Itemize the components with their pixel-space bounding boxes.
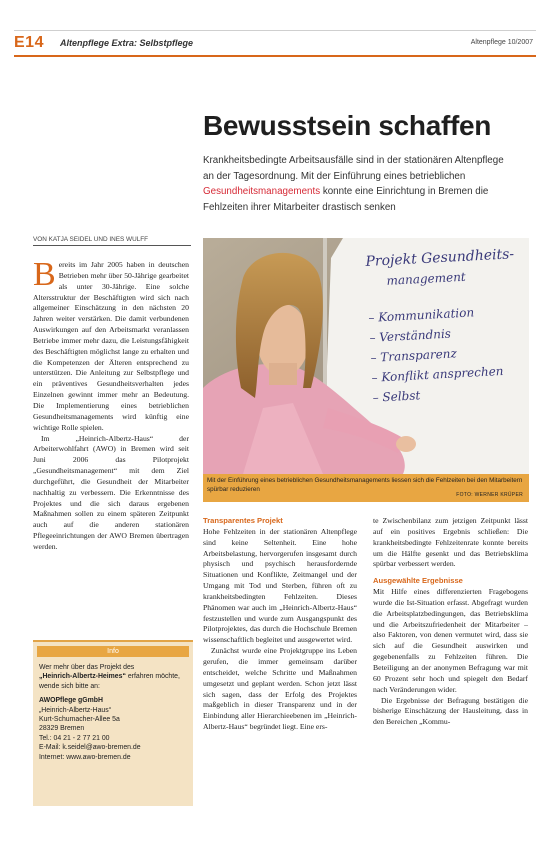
info-box (33, 640, 193, 806)
paragraph-text: ereits im Jahr 2005 haben in deutschen Betrieben mehr über 50-Jährige gearbeitet als unter 30-Jährige. Eine solche Altersstruktur der Beschäftigten wird sich nach allgemeiner Einschätzung in den nächsten 20 Jahren weiter verstärken. Die damit verbundenen Auswirkungen auf den Arbeitsmarkt veranlassen Betriebe immer mehr dazu, die Leistungsfähigkeit des Beschäftigten möglichst lange zu erhalten und die Kompetenzen der Älteren entsprechend zu unterstützen. Die Anleitung zur Selbstpflege und ein präventives Gesundheitsverhalten jedes Einzelnen gewinnt immer mehr an Bedeutung. Die Implementierung eines betrieblichen Gesundheitsmanagements wird künftig eine wichtige Rolle spielen. (33, 260, 189, 432)
info-line (39, 672, 187, 691)
paragraph: Die Ergebnisse der Befragung bestätigen die bisherige Einschätzung der Hausleitung, dass in den Bereichen „Kommu- (373, 695, 528, 727)
paragraph: te Zwischenbilanz zum jetzigen Zeitpunkt lässt auf ein positives Ergebnis schließen: Die krankheitsbedingte Fehlzeitenrate konnte bereits um die Hälfte gesenkt und das Betriebsklima spürbar verbessert werden. (373, 516, 528, 569)
header-rule (14, 55, 536, 57)
page-top-rule (14, 0, 536, 31)
subheading: Transparentes Projekt (203, 516, 283, 525)
info-org: AWOPflege gGmbH (39, 697, 103, 705)
whiteboard-line: Projekt Gesundheits- (365, 246, 515, 270)
paragraph: Hohe Fehlzeiten in der stationären Altenpflege sind keine Seltenheit. Eine hohe Arbeitsbelastung, hervorgerufen insgesamt durch physisch und psychisch herausfordernde Situationen und Konflikte, Zeitmangel und der Umgang mit Tod und Sterben, führen oft zu krankheitsbedingten Fehlzeiten. Dieses Phänomen war auch im „Heinrich-Albertz-Haus“ festzustellen und wurde zum Ausgangspunkt des Pilotprojektes, das durch die Hochschule Bremen wissenschaftlich begleitet und ausgewertet wird. (203, 526, 357, 645)
drop-cap: B (33, 256, 56, 293)
issue-label: Altenpflege 10/2007 (470, 39, 533, 46)
caption-text: Mit der Einführung eines betrieblichen Gesundheitsmanagements liessen sich die Fehlzeiten bei den Mitarbeitern spürbar reduzieren (207, 477, 523, 493)
whiteboard-line: – Verständnis (369, 326, 452, 345)
paragraph: Zunächst wurde eine Projektgruppe ins Leben gerufen, die immer gemeinsam darüber entscheidet, welche Schritte und Maßnahmen umgesetzt und geplant werden. Schon jetzt lässt sich sagen, dass der Erfolg des Projektes maßgeblich in dieser Transparenz und in der Einbindung aller Hierarchieebenen im „Heinrich-Albertz-Haus“ begründet liegt. Eine ers- (203, 646, 357, 732)
info-address-1: „Heinrich-Albertz-Haus“ (39, 706, 111, 714)
info-bold: „Heinrich-Albertz-Heimes“ (39, 673, 126, 681)
page-number: E14 (14, 34, 44, 51)
whiteboard-line: – Kommunikation (368, 305, 475, 325)
whiteboard-line: – Transparenz (370, 346, 458, 365)
body-column-2 (203, 516, 357, 733)
info-box-label: Info (37, 646, 189, 657)
lead-text-2: konnte eine Einrichtung in Bremen die Fehlzeiten ihrer Mitarbeiter drastisch senken (203, 186, 489, 213)
paragraph (33, 256, 189, 434)
subheading: Ausgewählte Ergebnisse (373, 576, 463, 586)
paragraph: Im „Heinrich-Albertz-Haus“ der Arbeiterwohlfahrt (AWO) in Bremen wird seit Juni 2006 das Pilotprojekt „Gesundheitsmanagement“ mit dem Ziel durchgeführt, die Gesundheit der Mitarbeiter nachhaltig zu verbessern. Die Erkenntnisse des Projektes und die sich daraus ergebenen Maßnahmen sollen zu einem späteren Zeitpunkt auch auf die anderen stationären Pflegeeinrichtungen der AWO Bremen übertragen werden. (33, 433, 189, 551)
photo-caption (203, 474, 529, 502)
info-line: Wer mehr über das Projekt des (39, 664, 135, 671)
article-lead (203, 153, 513, 215)
byline: VON KATJA SEIDEL UND INES WULFF (33, 236, 191, 246)
whiteboard-line: – Selbst (372, 388, 421, 405)
info-address-2: Kurt-Schumacher-Allee 5a (39, 716, 120, 724)
info-box-body (33, 657, 193, 768)
info-website[interactable]: Internet: www.awo-bremen.de (39, 753, 131, 761)
info-phone: Tel.: 04 21 - 2 77 21 00 (39, 734, 110, 742)
lead-highlight: Gesundheitsmanagements (203, 186, 321, 197)
info-email[interactable]: E-Mail: k.seidel@awo-bremen.de (39, 744, 141, 752)
section-title: Altenpflege Extra: Selbstpflege (60, 38, 194, 48)
whiteboard-line: – Konflikt ansprechen (371, 363, 504, 385)
article-title: Bewusstsein schaffen (203, 110, 492, 141)
info-text: erfahren möchte, wende sich bitte an: (39, 673, 180, 690)
whiteboard-line: management (386, 269, 467, 288)
photo-credit: FOTO: WERNER KRÜPER (456, 491, 523, 498)
article-photo (203, 238, 529, 474)
lead-text-1: Krankheitsbedingte Arbeitsausfälle sind in der stationären Altenpflege an der Tagesordnung. Mit der Einführung eines betrieblichen (203, 155, 504, 182)
paragraph: Mit Hilfe eines differenzierten Fragebogens wurde die Ist-Situation erfasst. Abgefragt wurden die Arbeitsplatzbedingungen, das Betriebsklima und die Arbeitszufriedenheit der Mitarbeiter – also Faktoren, von denen vermutet wird, dass sie sich auf die Gesundheit auswirken und gegebenenfalls zu Fehlzeiten führen. Die Beteiligung an der anonymen Befragung war mit 60 Prozent sehr hoch und spiegelt den Bedarf nach Veränderungen wider. (373, 587, 528, 694)
whiteboard-writing (365, 244, 529, 408)
info-address-3: 28329 Bremen (39, 725, 85, 733)
body-column-3 (373, 516, 528, 728)
body-column-1 (33, 256, 189, 553)
